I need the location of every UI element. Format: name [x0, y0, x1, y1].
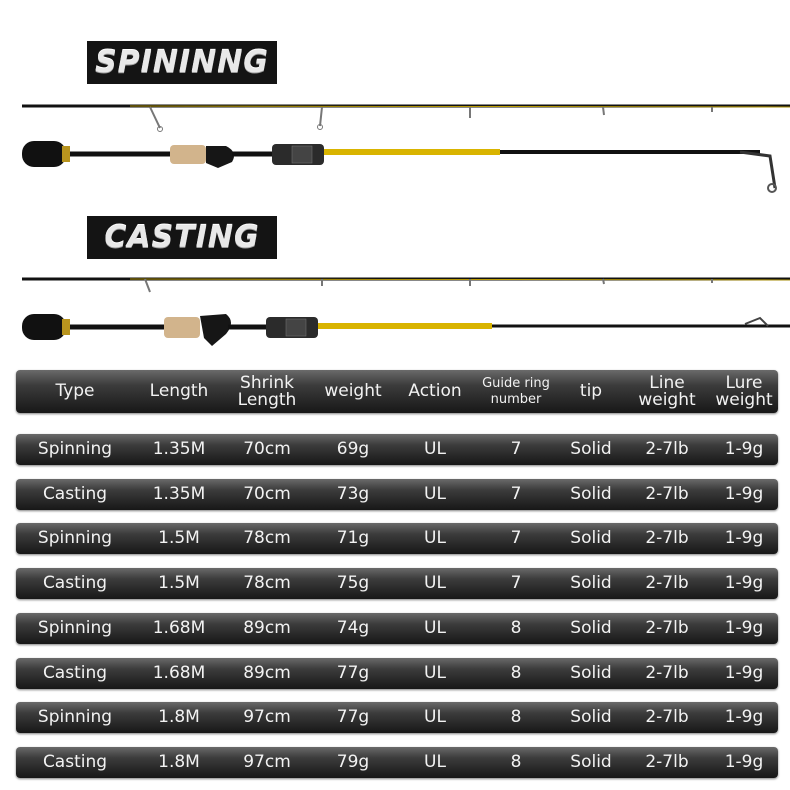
cell-line-weight: 2-7lb [645, 707, 689, 727]
cell-action: UL [424, 573, 446, 593]
cell-type: Casting [42, 663, 108, 683]
cell-action: UL [424, 528, 446, 548]
cell-weight: 79g [336, 752, 370, 772]
cell-lure-weight: 1-9g [724, 528, 764, 548]
cell-tip: Solid [570, 752, 612, 772]
table-row [16, 568, 778, 599]
cell-tip: Solid [570, 573, 612, 593]
cell-guide-ring-number: 8 [510, 707, 522, 727]
cell-length: 1.35M [152, 439, 206, 459]
cell-shrink-length: 78cm [243, 573, 291, 593]
spinning-label-box [87, 41, 277, 84]
cell-line-weight: 2-7lb [645, 573, 689, 593]
cell-action: UL [424, 439, 446, 459]
cell-weight: 74g [336, 618, 370, 638]
cell-line-weight: 2-7lb [645, 618, 689, 638]
cell-guide-ring-number: 7 [510, 484, 522, 504]
cell-lure-weight: 1-9g [724, 663, 764, 683]
table-row [16, 658, 778, 689]
cell-line-weight: 2-7lb [645, 663, 689, 683]
cell-type: Casting [42, 573, 108, 593]
cell-line-weight: 2-7lb [645, 439, 689, 459]
table-row [16, 434, 778, 465]
cell-lure-weight: 1-9g [724, 573, 764, 593]
cell-tip: Solid [570, 528, 612, 548]
cell-guide-ring-number: 7 [510, 528, 522, 548]
cell-type: Spinning [37, 707, 113, 727]
table-row [16, 613, 778, 644]
cell-length: 1.68M [152, 663, 206, 683]
cell-shrink-length: 78cm [243, 528, 291, 548]
cell-weight: 77g [336, 663, 370, 683]
header-length: Length [149, 381, 209, 401]
cell-length: 1.5M [158, 573, 200, 593]
cell-guide-ring-number: 8 [510, 752, 522, 772]
casting-rod-image [0, 266, 790, 351]
header-guide-ring-number: Guide ring number [482, 375, 550, 407]
cell-length: 1.35M [152, 484, 206, 504]
cell-action: UL [424, 663, 446, 683]
cell-lure-weight: 1-9g [724, 752, 764, 772]
cell-lure-weight: 1-9g [724, 484, 764, 504]
cell-shrink-length: 97cm [243, 707, 291, 727]
cell-length: 1.68M [152, 618, 206, 638]
table-row [16, 747, 778, 778]
spinning-rod-image [0, 90, 790, 205]
cell-weight: 73g [336, 484, 370, 504]
cell-action: UL [424, 484, 446, 504]
cell-tip: Solid [570, 663, 612, 683]
header-action: Action [408, 381, 462, 401]
cell-action: UL [424, 752, 446, 772]
cell-shrink-length: 89cm [243, 663, 291, 683]
header-shrink-length: Shrink Length [237, 372, 297, 410]
cell-weight: 77g [336, 707, 370, 727]
header-type: Type [55, 381, 95, 401]
cell-guide-ring-number: 8 [510, 663, 522, 683]
cell-tip: Solid [570, 484, 612, 504]
cell-line-weight: 2-7lb [645, 528, 689, 548]
header-line-weight: Line weight [638, 372, 696, 410]
table-header-row [16, 370, 778, 413]
cell-weight: 71g [336, 528, 370, 548]
cell-guide-ring-number: 7 [510, 439, 522, 459]
header-lure-weight: Lure weight [715, 372, 773, 410]
cell-length: 1.5M [158, 528, 200, 548]
cell-action: UL [424, 618, 446, 638]
cell-guide-ring-number: 7 [510, 573, 522, 593]
header-tip: tip [579, 381, 603, 401]
cell-guide-ring-number: 8 [510, 618, 522, 638]
cell-action: UL [424, 707, 446, 727]
table-row [16, 479, 778, 510]
cell-line-weight: 2-7lb [645, 484, 689, 504]
cell-line-weight: 2-7lb [645, 752, 689, 772]
cell-shrink-length: 70cm [243, 439, 291, 459]
cell-lure-weight: 1-9g [724, 707, 764, 727]
cell-tip: Solid [570, 439, 612, 459]
cell-tip: Solid [570, 707, 612, 727]
cell-length: 1.8M [158, 752, 200, 772]
cell-type: Spinning [37, 439, 113, 459]
cell-shrink-length: 97cm [243, 752, 291, 772]
table-row [16, 523, 778, 554]
cell-lure-weight: 1-9g [724, 618, 764, 638]
cell-type: Casting [42, 752, 108, 772]
casting-label-box [87, 216, 277, 259]
cell-length: 1.8M [158, 707, 200, 727]
header-weight: weight [324, 381, 382, 401]
spinning-label: SPININNG [95, 45, 269, 80]
cell-type: Spinning [37, 618, 113, 638]
cell-weight: 75g [336, 573, 370, 593]
table-row [16, 702, 778, 733]
cell-tip: Solid [570, 618, 612, 638]
cell-type: Spinning [37, 528, 113, 548]
casting-label: CASTING [104, 220, 260, 255]
cell-shrink-length: 70cm [243, 484, 291, 504]
cell-lure-weight: 1-9g [724, 439, 764, 459]
cell-shrink-length: 89cm [243, 618, 291, 638]
cell-weight: 69g [336, 439, 370, 459]
cell-type: Casting [42, 484, 108, 504]
